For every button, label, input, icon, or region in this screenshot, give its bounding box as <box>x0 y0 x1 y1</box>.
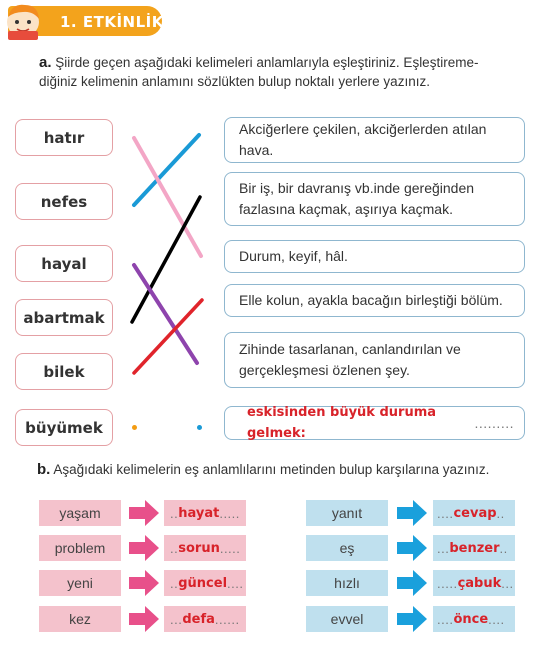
word-box-hatir: hatır <box>15 119 113 156</box>
word-box-bilek: bilek <box>15 353 113 390</box>
definition-answer-box <box>224 406 525 440</box>
synonym-word-yasam: yaşam <box>39 500 121 526</box>
synonym-answer-hayat: .. hayat ..... <box>164 500 246 526</box>
synonym-word-yanit: yanıt <box>306 500 388 526</box>
synonym-answer-cabuk: ..... çabuk ... <box>433 570 515 596</box>
word-box-buyumek: büyümek <box>15 409 113 446</box>
synonym-answer-cevap: .... cevap .. <box>433 500 515 526</box>
match-line-abartmak <box>132 197 200 322</box>
synonym-word-evvel: evvel <box>306 606 388 632</box>
definition-box-3: Durum, keyif, hâl. <box>224 240 525 273</box>
arrow-right-icon <box>397 606 427 632</box>
written-answer-dots: ......... <box>474 414 514 431</box>
connector-dot-buyumek <box>132 425 137 430</box>
arrow-right-icon <box>129 606 159 632</box>
definition-box-1: Akciğerlere çekilen, akciğerlerden atılan hava. <box>224 117 525 163</box>
synonym-answer-benzer: ... benzer .. <box>433 535 515 561</box>
arrow-right-icon <box>129 500 159 526</box>
synonym-answer-guncel: .. güncel .... <box>164 570 246 596</box>
part-b-instruction-text: Aşağıdaki kelimelerin eş anlamlılarını metinden bulup karşılarına yazınız. <box>53 462 490 477</box>
arrow-right-icon <box>397 570 427 596</box>
arrow-right-icon <box>129 535 159 561</box>
synonym-word-hizli: hızlı <box>306 570 388 596</box>
definition-box-4: Elle kolun, ayakla bacağın birleştiği bölüm. <box>224 284 525 317</box>
word-box-nefes: nefes <box>15 183 113 220</box>
part-a-instruction-cont: diğiniz kelimenin anlamını sözlükten bulup noktalı yerlere yazınız. <box>39 74 430 89</box>
word-box-abartmak: abartmak <box>15 299 113 336</box>
part-a-letter: a. <box>39 54 52 71</box>
synonym-answer-defa: ... defa ...... <box>164 606 246 632</box>
connector-dot-answer <box>197 425 202 430</box>
written-answer: eskisinden büyük duruma gelmek: <box>247 405 437 441</box>
synonym-word-kez: kez <box>39 606 121 632</box>
part-a-instruction-line1: Şiirde geçen aşağıdaki kelimeleri anlamlarıyla eşleştiriniz. Eşleştireme- <box>55 55 479 70</box>
synonym-word-yeni: yeni <box>39 570 121 596</box>
arrow-right-icon <box>397 535 427 561</box>
part-b-letter: b. <box>37 461 51 478</box>
activity-title: 1. ETKİNLİK <box>60 13 164 31</box>
word-box-hayal: hayal <box>15 245 113 282</box>
synonym-word-es: eş <box>306 535 388 561</box>
synonym-answer-sorun: .. sorun ..... <box>164 535 246 561</box>
arrow-right-icon <box>397 500 427 526</box>
synonym-word-problem: problem <box>39 535 121 561</box>
match-line-bilek <box>134 300 202 373</box>
definition-box-5: Zihinde tasarlanan, canlandırılan ve gerçekleşmesi özlenen şey. <box>224 332 525 388</box>
synonym-answer-once: .... önce .... <box>433 606 515 632</box>
definition-box-2: Bir iş, bir davranış vb.inde gereğinden fazlasına kaçmak, aşırıya kaçmak. <box>224 172 525 226</box>
part-b-instruction <box>37 460 489 479</box>
arrow-right-icon <box>129 570 159 596</box>
